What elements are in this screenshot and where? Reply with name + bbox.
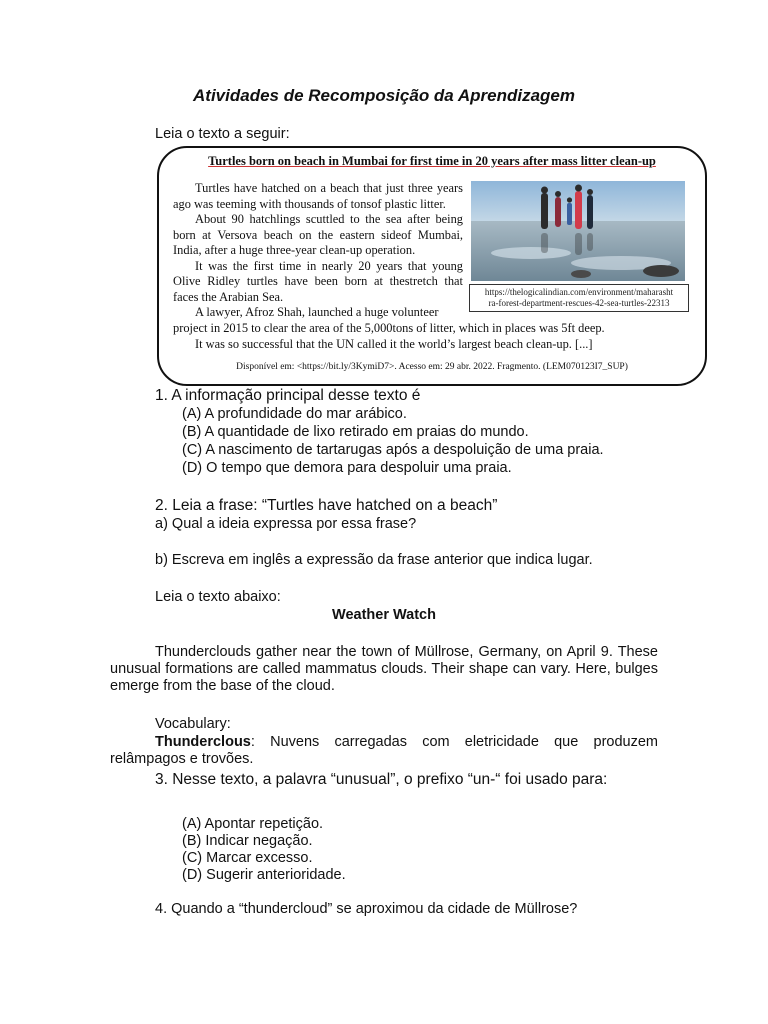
- article-body: [173, 181, 463, 321]
- q3-option-c: (C) Marcar excesso.: [182, 850, 313, 866]
- weather-watch-title: Weather Watch: [332, 607, 436, 623]
- intro-read-text: Leia o texto a seguir:: [155, 126, 290, 142]
- article-body-full: [173, 321, 693, 352]
- q1-option-b: (B) A quantidade de lixo retirado em praias do mundo.: [182, 424, 529, 440]
- question-2a: a) Qual a ideia expressa por essa frase?: [155, 516, 417, 532]
- article-paragraph: It was the first time in nearly 20 years that young Olive Ridley turtles have been born at thestretch that faces the Arabian Sea.: [173, 258, 463, 304]
- vocabulary-term: Thunderclous: [155, 734, 251, 750]
- q3-option-d: (D) Sugerir anterioridade.: [182, 867, 346, 883]
- article-paragraph: project in 2015 to clear the area of the 5,000tons of litter, which in places was 5ft deep.: [173, 321, 605, 335]
- vocabulary-definition: : Nuvens carregadas com eletricidade que produzem relâmpagos e trovões.: [110, 734, 658, 767]
- article-headline: Turtles born on beach in Mumbai for first time in 20 years after mass litter clean-up: [208, 154, 656, 168]
- vocabulary-label: Vocabulary:: [155, 716, 231, 732]
- beach-photo: [471, 181, 685, 281]
- q3-option-b: (B) Indicar negação.: [182, 833, 313, 849]
- article-paragraph: Turtles have hatched on a beach that just three years ago was teeming with thousands of tonsof plastic litter.: [173, 181, 463, 211]
- article-source: Disponível em: <https://bit.ly/3KymiD7>. Acesso em: 29 abr. 2022. Fragmento. (LEM070123I7_SUP): [236, 362, 628, 372]
- question-2-stem: 2. Leia a frase: “Turtles have hatched on a beach”: [155, 497, 498, 514]
- weather-paragraph: Thunderclouds gather near the town of Müllrose, Germany, on April 9. These unusual formations are called mammatus clouds. Their shape can vary. Here, bulges emerge from the base of the cloud.: [110, 644, 658, 694]
- article-paragraph: It was so successful that the UN called it the world’s largest beach clean-up. [...]: [195, 336, 593, 351]
- vocabulary-entry: [110, 734, 658, 768]
- question-4-stem: 4. Quando a “thundercloud” se aproximou da cidade de Müllrose?: [155, 901, 578, 917]
- url-line: https://thelogicalindian.com/environment/maharasht: [484, 287, 674, 297]
- q1-option-c: (C) A nascimento de tartarugas após a despoluição de uma praia.: [182, 442, 604, 458]
- intro-read-text-2: Leia o texto abaixo:: [155, 589, 281, 605]
- q1-option-d: (D) O tempo que demora para despoluir uma praia.: [182, 460, 512, 476]
- url-line: ra-forest-department-rescues-42-sea-turtles-22313: [488, 298, 670, 308]
- article-box: [157, 146, 707, 386]
- question-1-stem: 1. A informação principal desse texto é: [155, 387, 421, 404]
- source-url-box: [469, 284, 689, 312]
- q1-option-a: (A) A profundidade do mar arábico.: [182, 406, 407, 422]
- article-paragraph: About 90 hatchlings scuttled to the sea after being born at Versova beach on the eastern sideof Mumbai, India, after a huge three-year clean-up operation.: [173, 212, 463, 257]
- article-paragraph: A lawyer, Afroz Shah, launched a huge volunteer: [195, 305, 439, 319]
- question-3-stem: 3. Nesse texto, a palavra “unusual”, o prefixo “un-“ foi usado para:: [155, 771, 608, 788]
- q3-option-a: (A) Apontar repetição.: [182, 816, 324, 832]
- page-title: Atividades de Recomposição da Aprendizagem: [193, 86, 575, 105]
- question-2b: b) Escreva em inglês a expressão da frase anterior que indica lugar.: [155, 552, 593, 568]
